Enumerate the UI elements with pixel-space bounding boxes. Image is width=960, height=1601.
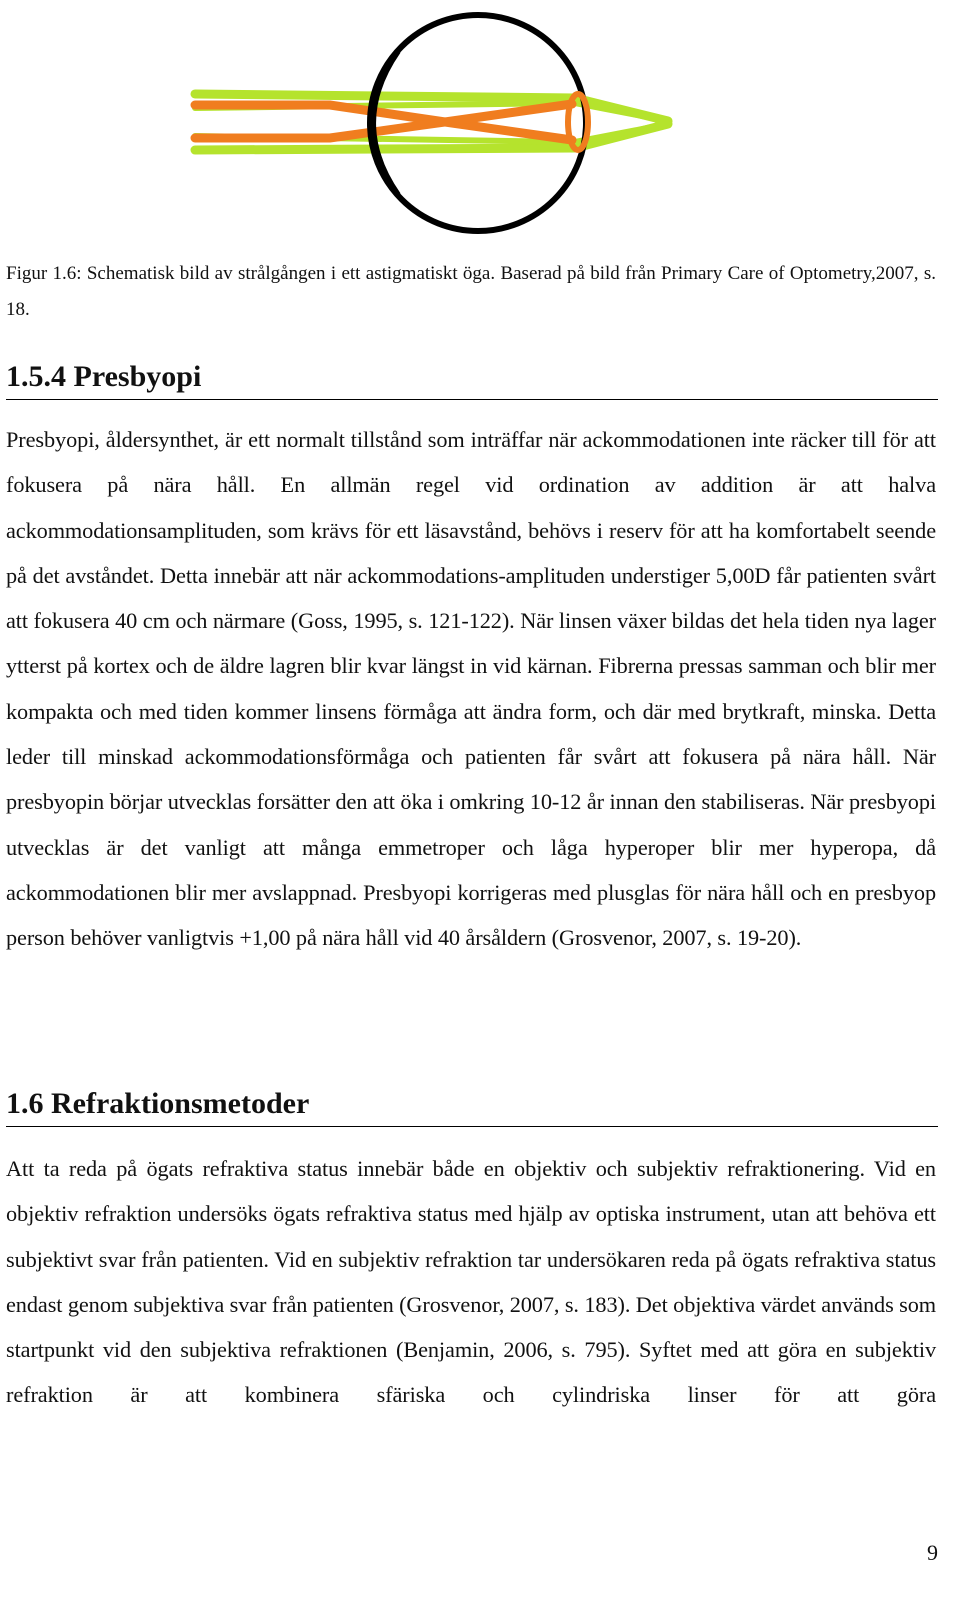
cornea-outline <box>373 51 398 195</box>
paragraph-refraktionsmetoder: Att ta reda på ögats refraktiva status innebär både en objektiv och subjektiv refraktionering. Vid en objektiv refraktion undersöks ögats refraktiva status med hjälp av optiska instrument, utan att behöva ett subjektivt svar från patienten. Vid en subjektiv refraktion tar undersökaren reda på ögats refraktiva status endast genom subjektiva svar från patienten (Grosvenor, 2007, s. 183). Det objektiva värdet används som startpunkt vid den subjektiva refraktionen (Benjamin, 2006, s. 795). Syftet med att göra en subjektiv refraktion är att kombinera sfäriska och cylindriska linser för att göra <box>6 1156 936 1408</box>
section-heading-refraktionsmetoder: 1.6 Refraktionsmetoder <box>6 1084 938 1127</box>
figure-caption: Figur 1.6: Schematisk bild av strålgången i ett astigmatiskt öga. Baserad på bild från Primary Care of Optometry,2007, s. 18. <box>6 263 936 320</box>
page-number: 9 <box>927 1540 938 1565</box>
orange-light-rays <box>195 104 572 140</box>
section-heading-presbyopi: 1.5.4 Presbyopi <box>6 357 938 400</box>
paragraph-presbyopi: Presbyopi, åldersynthet, är ett normalt tillstånd som inträffar när ackommodationen inte räcker till för att fokusera på nära håll. En allmän regel vid ordination av addition är att halva ackommodationsamplituden, som krävs för ett läsavstånd, behövs i reserv för att ha komfortabelt seende på det avståndet. Detta innebär att när ackommodations-amplituden understiger 5,00D får patienten svårt att fokusera 40 cm och närmare (Goss, 1995, s. 121-122). När linsen växer bildas det hela tiden nya lager ytterst på kortex och de äldre lagren blir kvar längst in vid kärnan. Fibrerna pressas samman och blir mer kompakta och med tiden kommer linsens förmåga att ändra form, och där med brytkraft, minska. Detta leder till minskad ackommodationsförmåga och patienten får svårt att fokusera på nära håll. När presbyopin börjar utvecklas forsätter den att öka i omkring 10-12 år innan den stabiliseras. När presbyopi utvecklas är det vanligt att många emmetroper och låga hyperoper blir mer hyperopa, då ackommodationen blir mer avslappnad. Presbyopi korrigeras med plusglas för nära håll och en presbyop person behöver vanligtvis +1,00 på nära håll vid 40 årsåldern (Grosvenor, 2007, s. 19-20). <box>6 427 936 951</box>
astigmatic-eye-diagram <box>180 8 680 248</box>
